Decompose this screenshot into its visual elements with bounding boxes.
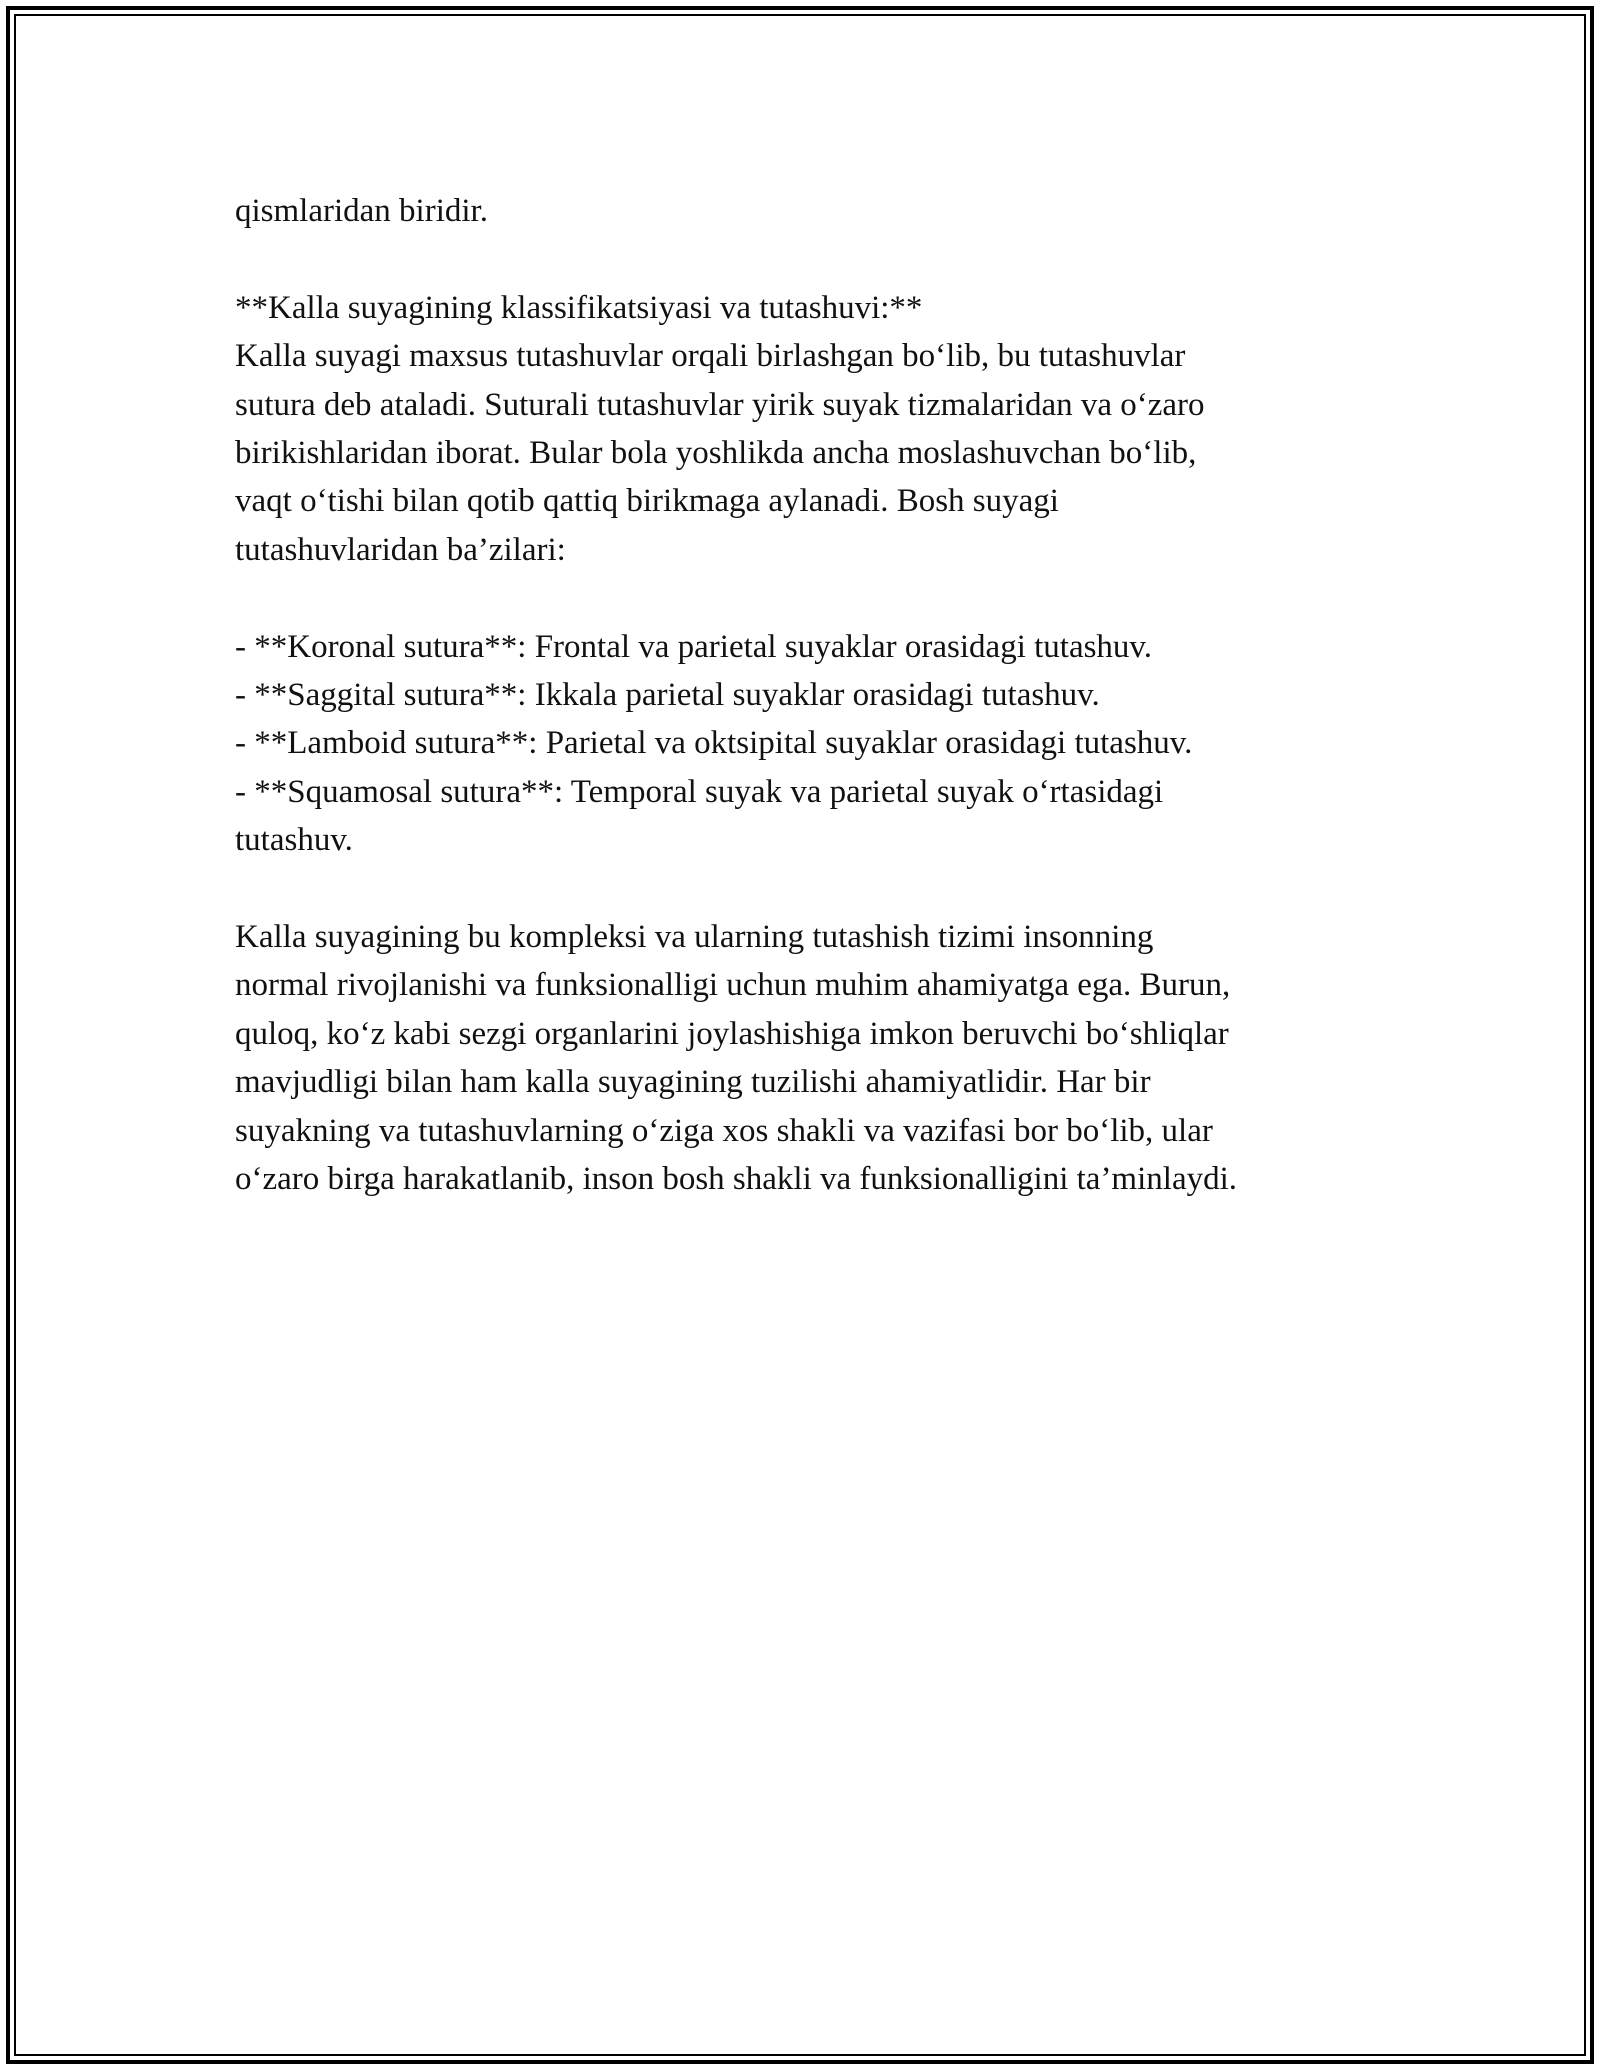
text-line: o‘zaro birga harakatlanib, inson bosh shakli va funksionalligini ta’minlaydi. bbox=[235, 1161, 1238, 1198]
text-line: qismlaridan biridir. bbox=[235, 193, 488, 229]
list-item-continuation: tutashuv. bbox=[235, 822, 353, 859]
continuation-text bbox=[235, 187, 1385, 235]
text-line: quloq, ko‘z kabi sezgi organlarini joylashishiga imkon beruvchi bo‘shliqlar bbox=[235, 1015, 1229, 1052]
text-line: birikishlaridan iborat. Bular bola yoshlikda ancha moslashuvchan bo‘lib, bbox=[235, 435, 1197, 472]
paragraph-gap bbox=[235, 574, 1385, 622]
text-line: Kalla suyagining bu kompleksi va ularning tutashish tizimi insonning bbox=[235, 919, 1154, 956]
text-line: Kalla suyagi maxsus tutashuvlar orqali birlashgan bo‘lib, bu tutashuvlar bbox=[235, 338, 1186, 375]
text-line: mavjudligi bilan ham kalla suyagining tuzilishi ahamiyatlidir. Har bir bbox=[235, 1064, 1151, 1101]
paragraph-conclusion bbox=[235, 913, 1385, 1203]
paragraph-gap bbox=[235, 865, 1385, 913]
list-item: - **Saggital sutura**: Ikkala parietal suyaklar orasidagi tutashuv. bbox=[235, 677, 1100, 714]
heading-line: **Kalla suyagining klassifikatsiyasi va tutashuvi:** bbox=[235, 289, 923, 326]
text-line: tutashuvlaridan ba’zilari: bbox=[235, 531, 566, 568]
text-line: suyakning va tutashuvlarning o‘ziga xos shakli va vazifasi bor bo‘lib, ular bbox=[235, 1112, 1213, 1149]
list-item: - **Lamboid sutura**: Parietal va oktsipital suyaklar orasidagi tutashuv. bbox=[235, 725, 1193, 762]
paragraph-gap bbox=[235, 235, 1385, 283]
paragraph-classification bbox=[235, 332, 1385, 574]
suture-list bbox=[235, 623, 1385, 865]
text-line: vaqt o‘tishi bilan qotib qattiq birikmaga aylanadi. Bosh suyagi bbox=[235, 483, 1059, 520]
list-item: - **Squamosal sutura**: Temporal suyak va parietal suyak o‘rtasidagi bbox=[235, 773, 1164, 810]
section-heading bbox=[235, 284, 1385, 332]
text-line: sutura deb ataladi. Suturali tutashuvlar yirik suyak tizmalaridan va o‘zaro bbox=[235, 386, 1205, 423]
document-body bbox=[235, 187, 1385, 1203]
text-line: normal rivojlanishi va funksionalligi uchun muhim ahamiyatga ega. Burun, bbox=[235, 967, 1231, 1004]
list-item: - **Koronal sutura**: Frontal va parietal suyaklar orasidagi tutashuv. bbox=[235, 628, 1153, 665]
